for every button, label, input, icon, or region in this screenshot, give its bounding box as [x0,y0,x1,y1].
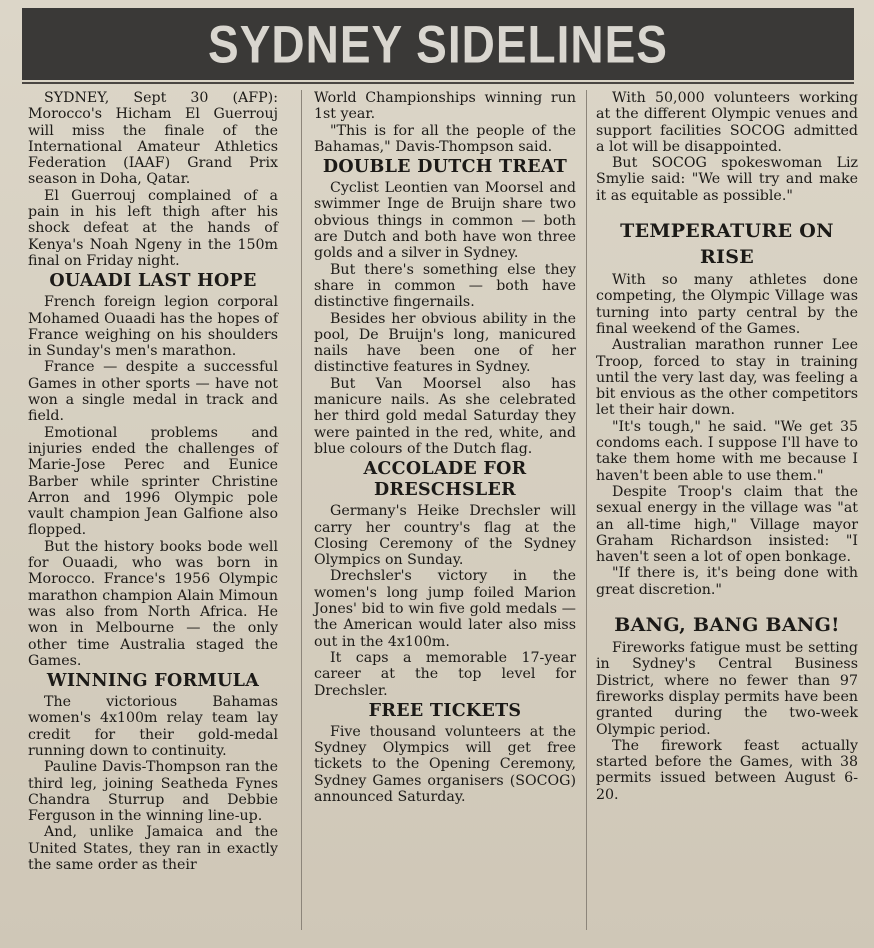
paragraph: Fireworks fatigue must be setting in Sydney's Central Business District, where no fewer than 97 fireworks display permits have been granted during the two-week Olympic period. [596,640,858,738]
paragraph: Besides her obvious ability in the pool, De Bruijn's long, manicured nails have been one of her distinctive features in Sydney. [314,310,576,376]
paragraph: World Championships winning run 1st year. [314,90,576,123]
section-heading: DOUBLE DUTCH TREAT [322,157,568,178]
masthead-title: SYDNEY SIDELINES [208,14,668,74]
paragraph: Germany's Heike Drechsler will carry her country's flag at the Closing Ceremony of the Sydney Olympics on Sunday. [314,503,576,569]
section-heading: ACCOLADE FOR DRESCHSLER [363,459,527,501]
paragraph: Five thousand volunteers at the Sydney Olympics will get free tickets to the Opening Ceremony, Sydney Games organisers (SOCOG) announced Saturday. [314,723,576,805]
paragraph: Emotional problems and injuries ended the challenges of Marie-Jose Perec and Eunice Barber while sprinter Christine Arron and 1996 Olympic pole vault champion Jean Galfione also flopped. [28,424,278,539]
paragraph: The firework feast actually started before the Games, with 38 permits issued between August 6-20. [596,737,858,803]
paragraph: Australian marathon runner Lee Troop, forced to stay in training until the very last day, was feeling a bit envious as the other competitors let their hair down. [596,337,858,419]
section-heading: TEMPERATURE ON RISE [620,220,834,269]
paragraph: With so many athletes done competing, the Olympic Village was turning into party central by the final weekend of the Games. [596,272,858,337]
section-heading: FREE TICKETS [368,700,522,721]
column-divider [301,90,302,930]
masthead-banner [22,8,854,80]
paragraph: It caps a memorable 17-year career at the top level for Drechsler. [314,649,576,699]
article-column-1 [28,90,278,873]
paragraph: With 50,000 volunteers working at the different Olympic venues and support facilities SOCOG admitted a lot will be disappointed. [596,90,858,155]
paragraph: Despite Troop's claim that the sexual energy in the village was "at an all-time high," Village mayor Graham Richardson insisted: "I haven't seen a lot of open bonkage. [596,483,858,566]
paragraph: French foreign legion corporal Mohamed Ouaadi has the hopes of France weighing on his shoulders in Sunday's men's marathon. [28,294,278,360]
paragraph: But there's something else they share in common — both have distinctive fingernails. [314,261,576,311]
paragraph: El Guerrouj complained of a pain in his left thigh after his shock defeat at the hands of Kenya's Noah Ngeny in the 150m final on Friday night. [28,187,278,269]
paragraph: SYDNEY, Sept 30 (AFP): Morocco's Hicham El Guerrouj will miss the finale of the International Amateur Athletics Federation (IAAF) Grand Prix season in Doha, Qatar. [28,90,278,188]
paragraph: "This is for all the people of the Bahamas," Davis-Thompson said. [314,122,576,155]
paragraph: But SOCOG spokeswoman Liz Smylie said: "We will try and make it as equitable as possible." [596,155,858,204]
article-column-2 [314,90,576,805]
paragraph: Cyclist Leontien van Moorsel and swimmer Inge de Bruijn share two obvious things in common — both are Dutch and both have won three golds and a silver in Sydney. [314,180,576,262]
paragraph: The victorious Bahamas women's 4x100m relay team lay credit for their gold-medal running down to continuity. [28,694,278,759]
paragraph: Pauline Davis-Thompson ran the third leg, joining Seatheda Fynes Chandra Sturrup and Debbie Ferguson in the winning line-up. [28,759,278,825]
paragraph: But the history books bode well for Ouaadi, who was born in Morocco. France's 1956 Olympic marathon champion Alain Mimoun was also from North Africa. He won in Melbourne — the only other time Australia staged the Games. [28,538,278,669]
paragraph: And, unlike Jamaica and the United States, they ran in exactly the same order as their [28,824,278,874]
paragraph: France — despite a successful Games in other sports — have not won a single medal in track and field. [28,359,278,425]
paragraph: "If there is, it's being done with great discretion." [596,565,858,598]
section-heading: BANG, BANG BANG! [614,614,840,637]
paragraph: Drechsler's victory in the women's long jump foiled Marion Jones' bid to win five gold medals — the American would later also miss out in the 4x100m. [314,568,576,650]
section-heading: OUAADI LAST HOPE [49,271,257,292]
masthead-rule [22,82,854,84]
column-divider [586,90,587,930]
section-heading: WINNING FORMULA [46,671,260,692]
paragraph: But Van Moorsel also has manicure nails. As she celebrated her third gold medal Saturday they were painted in the red, white, and blue colours of the Dutch flag. [314,375,576,457]
article-column-3 [596,90,858,803]
paragraph: "It's tough," he said. "We get 35 condoms each. I suppose I'll have to take them home with me because I haven't been able to use them." [596,418,858,484]
